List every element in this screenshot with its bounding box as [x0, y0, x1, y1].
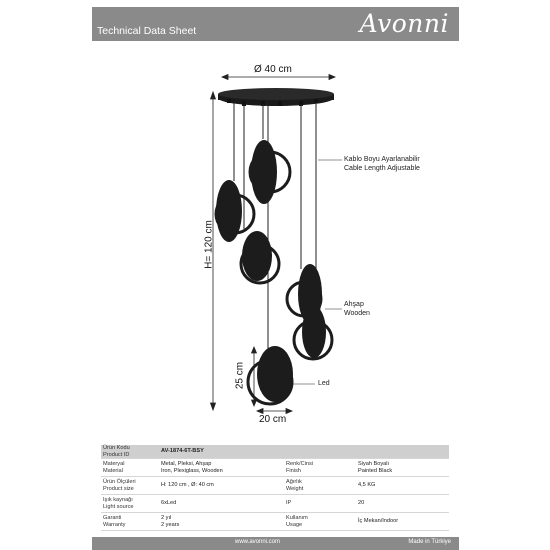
spec-row	[101, 477, 449, 495]
wood-note-en: Wooden	[344, 310, 370, 317]
website-link[interactable]: www.avonni.com	[235, 539, 281, 545]
value-line: H: 120 cm , Ø: 40 cm	[161, 482, 214, 489]
value-line: Metal, Pleksi, Ahşap	[161, 461, 212, 467]
ring-width-label: 20 cm	[259, 414, 287, 425]
warranty-value	[159, 513, 284, 531]
made-in-label: Made in Türkiye	[408, 539, 451, 545]
usage-value	[356, 513, 449, 531]
label-tr: IP	[286, 500, 292, 507]
label-en: Finish	[286, 467, 301, 474]
product-drawing	[92, 44, 459, 436]
brand-logo: Avonni	[359, 9, 449, 38]
led-note: Led	[318, 380, 330, 387]
size-value	[159, 477, 284, 495]
value-line: Painted Black	[358, 467, 393, 474]
label-en: Material	[103, 467, 123, 474]
footer-bar	[92, 537, 459, 550]
label-en: Warranty	[103, 521, 126, 528]
label-en: Product size	[103, 485, 134, 492]
pendant-lamp-illustration	[92, 44, 459, 436]
value-line: 2 yıl	[161, 515, 172, 521]
cable-note-en: Cable Length Adjustable	[344, 165, 420, 172]
wood-note-tr: Ahşap	[344, 301, 364, 308]
finish-value	[356, 459, 449, 477]
ip-label	[284, 495, 356, 513]
diameter-label: Ø 40 cm	[254, 64, 292, 75]
value-line: İç Mekan/Indoor	[358, 518, 399, 525]
finish-label	[284, 459, 356, 477]
spec-table	[101, 445, 449, 531]
value-line: 2 years	[161, 521, 180, 528]
label-en: Weight	[286, 485, 304, 492]
product-code-row	[101, 445, 449, 459]
light-source-label	[101, 495, 159, 513]
weight-value	[356, 477, 449, 495]
usage-label	[284, 513, 356, 531]
label-tr: Renk/Cinsi	[286, 461, 314, 467]
spec-row	[101, 513, 449, 531]
cable-length-note	[344, 155, 420, 173]
size-label	[101, 477, 159, 495]
value-line: 20	[358, 500, 365, 507]
wood-note	[344, 300, 370, 318]
height-label: H= 120 cm	[203, 220, 215, 269]
weight-label	[284, 477, 356, 495]
light-source-value	[159, 495, 284, 513]
sheet-title: Technical Data Sheet	[97, 25, 197, 37]
header-bar	[92, 7, 459, 41]
label-tr: Ağırlık	[286, 479, 302, 485]
code-label-tr: Ürün Kodu	[103, 445, 130, 451]
value-line: Iron, Plexiglass, Wooden	[161, 467, 223, 474]
value-line: Siyah Boyalı	[358, 461, 390, 467]
product-code-label	[101, 445, 159, 459]
label-tr: Materyal	[103, 461, 125, 467]
spec-row	[101, 495, 449, 513]
label-tr: Ürün Ölçüleri	[103, 479, 136, 485]
label-tr: Işık kaynağı	[103, 497, 133, 503]
label-en: Usage	[286, 521, 303, 528]
product-code-value: AV-1874-6T-BSY	[159, 445, 449, 459]
value-line: 4,5 KG	[358, 482, 376, 489]
label-tr: Garanti	[103, 515, 122, 521]
label-en: Light source	[103, 503, 134, 510]
cable-note-tr: Kablo Boyu Ayarlanabilir	[344, 156, 420, 163]
value-line: 6xLed	[161, 500, 177, 507]
material-value	[159, 459, 284, 477]
ip-value	[356, 495, 449, 513]
spec-row	[101, 459, 449, 477]
code-label-en: Product ID	[103, 451, 130, 458]
ring-height-label: 25 cm	[234, 361, 246, 390]
material-label	[101, 459, 159, 477]
warranty-label	[101, 513, 159, 531]
label-tr: Kullanım	[286, 515, 308, 521]
